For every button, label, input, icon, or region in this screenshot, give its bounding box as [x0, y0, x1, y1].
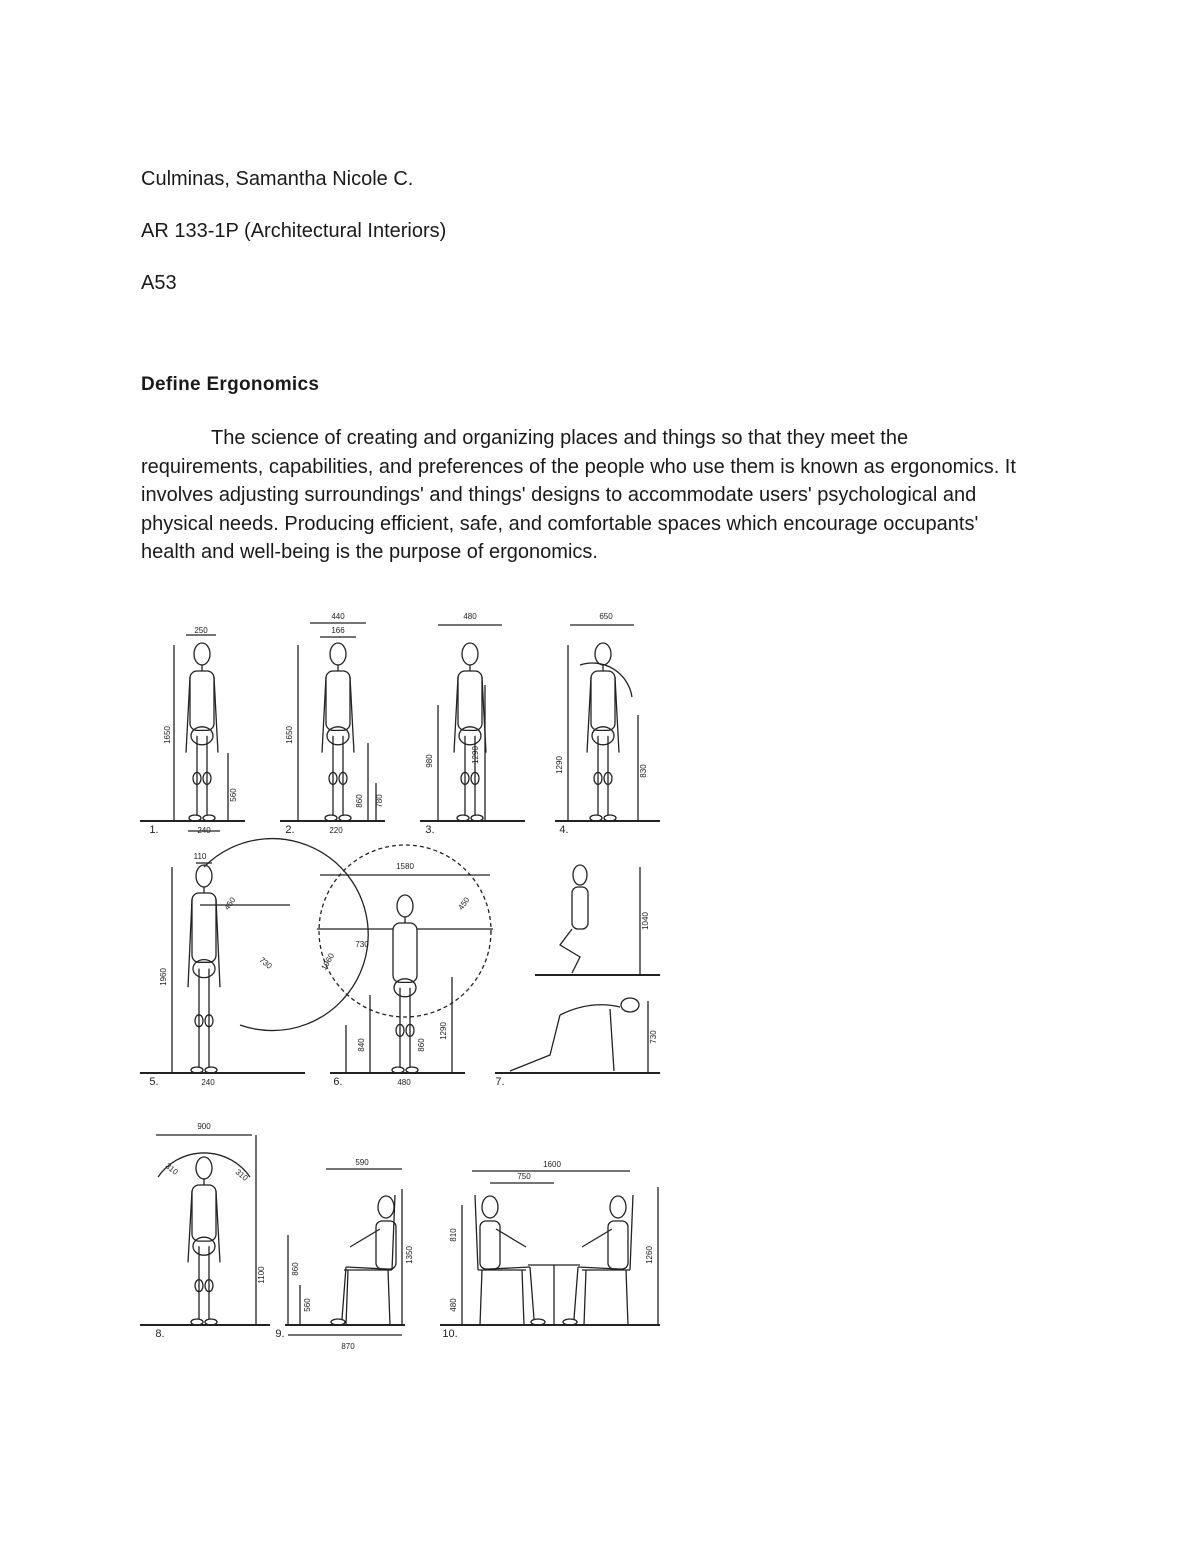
dim-label-9-0: 590: [355, 1158, 369, 1167]
figure-10a-head: [482, 1196, 498, 1218]
panel-number-5: 5.: [149, 1076, 159, 1088]
section-code: A53: [141, 272, 177, 294]
figure-7b-head: [621, 998, 639, 1012]
dim-label-2-3: 860: [355, 794, 364, 808]
figure-10b-torso: [608, 1221, 628, 1269]
dim-label-8-1: 310: [163, 1161, 180, 1177]
dim-label-10-4: 1260: [645, 1246, 654, 1264]
reach-arc-4: [580, 663, 632, 697]
dim-label-1-1: 1650: [163, 726, 172, 744]
dim-label-2-2: 1650: [285, 726, 294, 744]
dim-label-1-0: 250: [194, 626, 208, 635]
figure-7b-legs: [510, 1015, 560, 1071]
panel-number-10: 10.: [442, 1328, 458, 1340]
figure-10a-shin: [530, 1267, 534, 1319]
dim-label-2-5: 220: [329, 826, 343, 835]
figure-7a-head: [573, 865, 587, 885]
dim-label-4-1: 1290: [555, 756, 564, 774]
dim-label-10-3: 480: [449, 1298, 458, 1312]
dim-label-3-1: 980: [425, 754, 434, 768]
panel-number-6: 6.: [333, 1076, 343, 1088]
course-title: AR 133-1P (Architectural Interiors): [141, 220, 447, 242]
reach-arc-5: [204, 839, 368, 1031]
dim-label-9-3: 1350: [405, 1246, 414, 1264]
chair-10b-back: [630, 1195, 633, 1270]
figure-8-pelvis: [193, 1237, 215, 1255]
figure-6-torso: [393, 923, 417, 982]
figure-8-torso: [192, 1185, 216, 1241]
panel-number-8: 8.: [155, 1328, 165, 1340]
chair-10a-leg-front: [522, 1270, 524, 1325]
figure-1-pelvis: [191, 727, 213, 745]
figure-7a-torso: [572, 887, 588, 929]
ergonomics-figure: [140, 605, 670, 1355]
dim-label-1-3: 240: [197, 826, 211, 835]
figure-5-head: [196, 865, 212, 887]
definition-paragraph: The science of creating and organizing places and things so that they meet the requirements, capabilities, and preferences of the people who use them is known as ergonomics. It involves adjusting surroundings' and things' designs to accommodate users' psychological and physical needs. Producing efficient, safe, and comfortable spaces which encourage occupants' health and well-being is the purpose of ergonomics.: [141, 427, 1016, 563]
figure-3-torso: [458, 671, 482, 730]
dim-label-5-1: 450: [222, 895, 238, 912]
figure-5-torso: [192, 893, 216, 962]
figure-1-head: [194, 643, 210, 665]
chair-10b-leg-front: [584, 1270, 586, 1325]
dim-label-8-0: 900: [197, 1122, 211, 1131]
figure-4-head: [595, 643, 611, 665]
panel-number-3: 3.: [425, 824, 435, 836]
dim-label-4-0: 650: [599, 612, 613, 621]
panel-number-1: 1.: [149, 824, 159, 836]
dim-label-3-2: 1290: [471, 746, 480, 764]
figure-10b-shin: [574, 1267, 578, 1319]
figure-4-torso: [591, 671, 615, 730]
dim-label-4-2: 830: [639, 764, 648, 778]
dim-label-5-3: 1960: [159, 968, 168, 986]
dim-label-7-1: 730: [649, 1030, 658, 1044]
dim-label-3-0: 480: [463, 612, 477, 621]
figure-10a-torso: [480, 1221, 500, 1269]
chair-9-leg-front: [346, 1270, 348, 1325]
dim-label-6-2: 730: [355, 940, 369, 949]
dim-label-9-2: 560: [303, 1298, 312, 1312]
chair-10a-leg-back: [480, 1270, 482, 1325]
figure-1-torso: [190, 671, 214, 730]
figure-10b-head: [610, 1196, 626, 1218]
panel-number-2: 2.: [285, 824, 295, 836]
dim-label-5-4: 240: [201, 1078, 215, 1087]
author-name: Culminas, Samantha Nicole C.: [141, 168, 414, 190]
dim-label-6-6: 1290: [439, 1022, 448, 1040]
figure-7a-legs: [560, 929, 580, 973]
dim-label-6-3: 1960: [319, 951, 337, 972]
panel-number-4: 4.: [559, 824, 569, 836]
chair-9-leg-back: [388, 1270, 390, 1325]
dim-label-10-1: 750: [517, 1172, 531, 1181]
figure-8-head: [196, 1157, 212, 1179]
dim-label-5-2: 730: [257, 955, 274, 971]
figure-3-pelvis: [459, 727, 481, 745]
figure-7b-arm: [610, 1009, 614, 1071]
dim-label-2-0: 440: [331, 612, 345, 621]
dim-label-10-2: 810: [449, 1228, 458, 1242]
figure-6-pelvis: [394, 979, 416, 997]
chair-10b-leg-back: [626, 1270, 628, 1325]
figure-6-head: [397, 895, 413, 917]
dim-label-9-4: 870: [341, 1342, 355, 1351]
dim-label-6-5: 860: [417, 1038, 426, 1052]
figure-2-head: [330, 643, 346, 665]
dim-label-8-2: 310: [233, 1167, 250, 1183]
dim-label-6-4: 840: [357, 1038, 366, 1052]
panel-number-9: 9.: [275, 1328, 285, 1340]
figure-4-pelvis: [592, 727, 614, 745]
panel-number-7: 7.: [495, 1076, 505, 1088]
section-heading: Define Ergonomics: [141, 374, 320, 395]
figure-3-head: [462, 643, 478, 665]
dim-label-1-2: 560: [229, 788, 238, 802]
figure-9-shin: [342, 1267, 346, 1319]
dim-label-6-1: 450: [456, 895, 472, 912]
figure-2-torso: [326, 671, 350, 730]
dim-label-2-4: 780: [375, 794, 384, 808]
dim-label-6-0: 1580: [396, 862, 414, 871]
figure-7b-back: [560, 1005, 620, 1015]
dim-label-9-1: 860: [291, 1262, 300, 1276]
dim-label-8-3: 1100: [257, 1266, 266, 1284]
chair-10a-back: [475, 1195, 478, 1270]
figure-2-pelvis: [327, 727, 349, 745]
dim-label-5-0: 110: [193, 852, 207, 861]
dim-label-7-0: 1040: [641, 912, 650, 930]
dim-label-6-7: 480: [397, 1078, 411, 1087]
figure-9-head: [378, 1196, 394, 1218]
dim-label-2-1: 166: [331, 626, 345, 635]
dim-label-10-0: 1600: [543, 1160, 561, 1169]
